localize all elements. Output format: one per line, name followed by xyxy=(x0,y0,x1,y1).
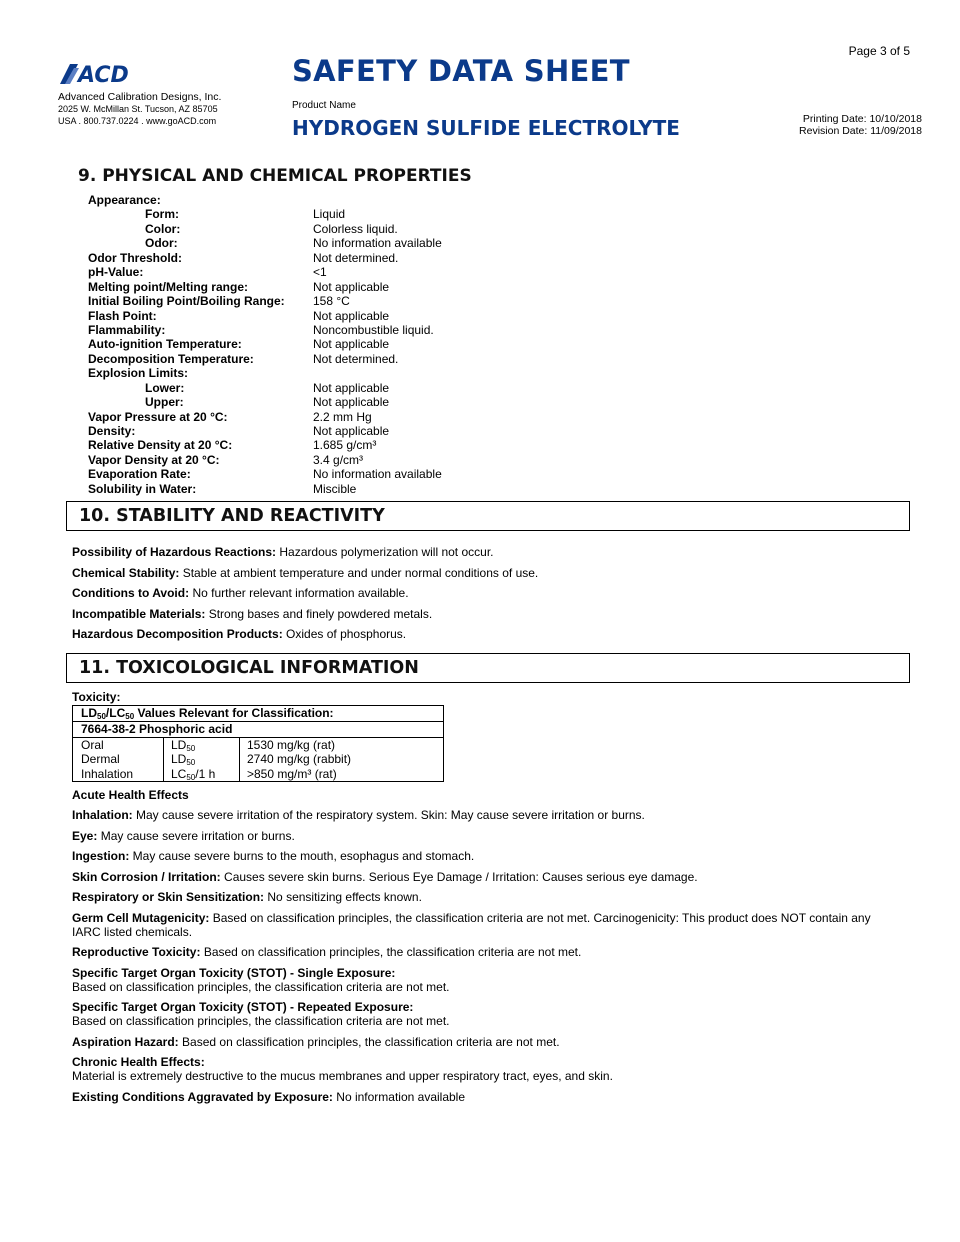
property-label: Appearance: xyxy=(88,193,161,207)
property-value: Not applicable xyxy=(313,279,390,294)
toxicology-item-text: May cause severe burns to the mouth, esophagus and stomach. xyxy=(132,849,475,863)
property-label: Odor Threshold: xyxy=(88,250,182,265)
toxicology-item xyxy=(72,1035,902,1049)
property-value: Not determined. xyxy=(313,250,399,265)
toxicology-item xyxy=(72,945,902,959)
property-value: Liquid xyxy=(313,207,346,222)
property-label: Initial Boiling Point/Boiling Range: xyxy=(88,294,285,309)
toxicology-item-text: Based on classification principles, the classification criteria are not met. Carcinogenicity: This product does NOT contain any IARC listed chemicals. xyxy=(72,910,871,939)
property-label: Explosion Limits: xyxy=(88,366,189,381)
document-title: SAFETY DATA SHEET xyxy=(292,54,630,88)
toxicology-item-label: Reproductive Toxicity: xyxy=(72,945,201,959)
toxicology-item xyxy=(72,808,902,822)
toxicology-list xyxy=(72,808,902,1110)
property-value: Miscible xyxy=(313,481,357,496)
company-address: 2025 W. McMillan St. Tucson, AZ 85705 xyxy=(58,104,218,114)
stability-item-label: Hazardous Decomposition Products: xyxy=(72,627,283,641)
type-cell: LD50 xyxy=(164,738,240,752)
stability-item xyxy=(72,566,902,580)
property-row xyxy=(88,294,442,308)
section-9-title: 9. PHYSICAL AND CHEMICAL PROPERTIES xyxy=(78,166,472,186)
toxicity-table-substance: 7664-38-2 Phosphoric acid xyxy=(81,722,233,736)
toxicology-item xyxy=(72,1055,902,1083)
stability-item-label: Incompatible Materials: xyxy=(72,606,206,621)
stability-item xyxy=(72,627,902,641)
property-row xyxy=(88,395,442,409)
toxicology-item xyxy=(72,1000,902,1028)
property-row xyxy=(88,337,442,351)
value-cell: 2740 mg/kg (rabbit) xyxy=(247,752,352,767)
stability-item xyxy=(72,545,902,559)
page-number: Page 3 of 5 xyxy=(848,44,910,58)
company-contact: USA . 800.737.0224 . www.goACD.com xyxy=(58,116,217,126)
company-info xyxy=(58,91,221,127)
toxicology-item-label: Aspiration Hazard: xyxy=(72,1034,179,1049)
stability-item-text: Oxides of phosphorus. xyxy=(286,627,407,641)
property-value: Not applicable xyxy=(313,395,390,410)
property-value: No information available xyxy=(313,236,442,251)
property-row xyxy=(88,280,442,294)
stability-item-text: Stable at ambient temperature and under normal conditions of use. xyxy=(182,565,539,580)
toxicology-item-label: Respiratory or Skin Sensitization: xyxy=(72,890,265,904)
toxicology-item-label: Specific Target Organ Toxicity (STOT) - Repeated Exposure: xyxy=(72,1000,414,1014)
properties-list xyxy=(88,193,442,496)
toxicology-item-label: Eye: xyxy=(72,828,98,843)
property-value: Not applicable xyxy=(313,424,390,438)
table-row xyxy=(73,738,443,752)
toxicology-item xyxy=(72,911,902,939)
property-row xyxy=(88,438,442,452)
property-label: Evaporation Rate: xyxy=(88,467,191,482)
property-value: Noncombustible liquid. xyxy=(313,322,434,337)
value-cell: 1530 mg/kg (rat) xyxy=(247,738,336,752)
toxicology-item-text: Based on classification principles, the classification criteria are not met. xyxy=(203,945,582,959)
logo-text: ACD xyxy=(78,63,129,88)
route-cell: Inhalation xyxy=(73,767,164,781)
toxicology-item-text: Based on classification principles, the classification criteria are not met. xyxy=(72,979,450,994)
property-row xyxy=(88,265,442,279)
property-label: Relative Density at 20 °C: xyxy=(88,438,233,453)
property-label: Density: xyxy=(88,424,136,438)
property-row xyxy=(88,381,442,395)
toxicology-item-text: Based on classification principles, the classification criteria are not met. xyxy=(182,1034,560,1049)
property-row xyxy=(88,453,442,467)
property-label: Decomposition Temperature: xyxy=(88,351,254,366)
toxicology-item-text: No sensitizing effects known. xyxy=(267,890,422,904)
stability-item xyxy=(72,607,902,621)
toxicology-item-text: No information available xyxy=(336,1089,466,1104)
company-logo xyxy=(56,60,148,88)
property-label: Flash Point: xyxy=(88,308,157,323)
property-label: Lower: xyxy=(145,380,185,395)
revision-date: Revision Date: 11/09/2018 xyxy=(799,125,922,137)
property-value: 2.2 mm Hg xyxy=(313,409,372,424)
section-11-header xyxy=(66,653,910,683)
property-row xyxy=(88,366,442,380)
property-label: Auto-ignition Temperature: xyxy=(88,337,242,352)
toxicology-item-label: Skin Corrosion / Irritation: xyxy=(72,869,221,884)
property-value: No information available xyxy=(313,467,442,482)
toxicology-item-label: Existing Conditions Aggravated by Exposure: xyxy=(72,1089,333,1104)
stability-list xyxy=(72,545,902,648)
property-label: Odor: xyxy=(145,236,178,251)
toxicology-item-label: Inhalation: xyxy=(72,808,133,822)
toxicology-item-text: May cause severe irritation or burns. xyxy=(100,828,295,843)
table-row xyxy=(73,752,443,766)
section-10-header xyxy=(66,501,910,531)
property-label: Upper: xyxy=(145,395,184,410)
stability-item-label: Chemical Stability: xyxy=(72,565,180,580)
stability-item-label: Conditions to Avoid: xyxy=(72,586,190,600)
toxicology-item xyxy=(72,890,902,904)
toxicity-table-rows xyxy=(73,737,443,781)
property-label: Flammability: xyxy=(88,322,166,337)
route-cell: Dermal xyxy=(73,752,164,766)
property-value: <1 xyxy=(313,265,327,280)
section-11-title: 11. TOXICOLOGICAL INFORMATION xyxy=(79,658,419,678)
toxicology-item xyxy=(72,1090,902,1104)
toxicology-item-label: Specific Target Organ Toxicity (STOT) - Single Exposure: xyxy=(72,965,396,980)
property-value: Not applicable xyxy=(313,380,390,395)
property-label: Form: xyxy=(145,207,179,222)
toxicology-item-text: May cause severe irritation of the respiratory system. Skin: May cause severe irritation or burns. xyxy=(136,808,645,822)
toxicity-table xyxy=(72,705,444,782)
stability-item-text: Hazardous polymerization will not occur. xyxy=(279,545,494,559)
toxicology-item-label: Ingestion: xyxy=(72,849,130,863)
property-value: Not applicable xyxy=(313,308,390,323)
property-value: 1.685 g/cm³ xyxy=(313,438,377,453)
toxicology-item-text: Causes severe skin burns. Serious Eye Damage / Irritation: Causes serious eye damage. xyxy=(224,869,698,884)
property-row xyxy=(88,424,442,438)
property-row xyxy=(88,193,442,207)
toxicology-item-text: Based on classification principles, the classification criteria are not met. xyxy=(72,1014,450,1028)
property-value: Colorless liquid. xyxy=(313,221,398,236)
route-cell: Oral xyxy=(73,738,164,752)
document-dates xyxy=(799,113,922,137)
property-label: Melting point/Melting range: xyxy=(88,279,248,294)
toxicity-table-header: LD50/LC50 Values Relevant for Classification: xyxy=(73,706,443,722)
table-row xyxy=(73,767,443,781)
product-name-label: Product Name xyxy=(292,100,356,111)
stability-item xyxy=(72,586,902,600)
property-row xyxy=(88,467,442,481)
toxicity-label: Toxicity: xyxy=(72,690,121,704)
product-name: HYDROGEN SULFIDE ELECTROLYTE xyxy=(292,116,680,140)
property-row xyxy=(88,482,442,496)
company-name: Advanced Calibration Designs, Inc. xyxy=(58,91,222,103)
type-cell: LC50/1 h xyxy=(164,767,240,781)
property-value: Not applicable xyxy=(313,337,390,352)
toxicology-item xyxy=(72,829,902,843)
stability-item-label: Possibility of Hazardous Reactions: xyxy=(72,545,277,559)
type-cell: LD50 xyxy=(164,752,240,766)
section-10-title: 10. STABILITY AND REACTIVITY xyxy=(79,506,385,526)
printing-date: Printing Date: 10/10/2018 xyxy=(802,113,922,125)
property-label: Vapor Pressure at 20 °C: xyxy=(88,409,228,424)
value-cell: >850 mg/m³ (rat) xyxy=(247,766,337,781)
property-label: Solubility in Water: xyxy=(88,481,197,496)
toxicology-item xyxy=(72,966,902,994)
stability-item-text: Strong bases and finely powdered metals. xyxy=(208,606,433,621)
toxicology-item-label: Chronic Health Effects: xyxy=(72,1055,205,1069)
property-row xyxy=(88,236,442,250)
property-label: Vapor Density at 20 °C: xyxy=(88,452,220,467)
property-row xyxy=(88,222,442,236)
property-row xyxy=(88,251,442,265)
property-value: Not determined. xyxy=(313,351,399,366)
property-row xyxy=(88,352,442,366)
property-value: 3.4 g/cm³ xyxy=(313,452,364,467)
property-row xyxy=(88,323,442,337)
toxicology-item-text: Material is extremely destructive to the mucus membranes and upper respiratory tract, eyes, and skin. xyxy=(72,1069,613,1083)
property-row xyxy=(88,309,442,323)
property-value: 158 °C xyxy=(313,294,350,309)
acute-effects-heading: Acute Health Effects xyxy=(72,788,189,802)
property-label: Color: xyxy=(145,221,181,236)
property-label: pH-Value: xyxy=(88,265,144,280)
stability-item-text: No further relevant information available. xyxy=(192,586,409,600)
toxicology-item xyxy=(72,870,902,884)
property-row xyxy=(88,207,442,221)
toxicology-item-label: Germ Cell Mutagenicity: xyxy=(72,910,210,925)
toxicology-item xyxy=(72,849,902,863)
property-row xyxy=(88,410,442,424)
